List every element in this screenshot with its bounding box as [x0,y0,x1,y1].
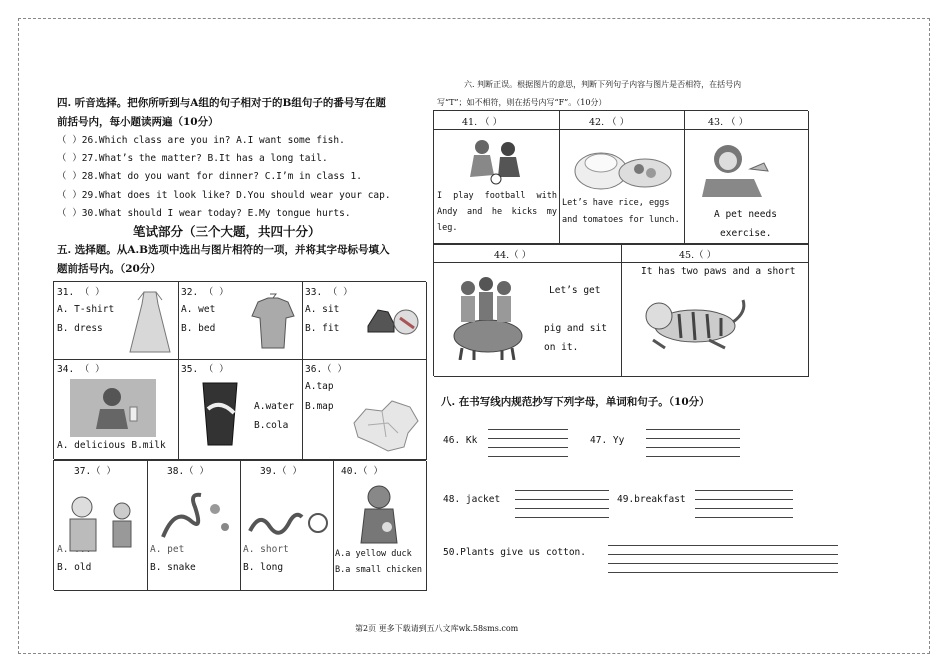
q31-option-b: B. dress [57,323,103,334]
q36-option-b: B.map [305,401,334,412]
q35-option-a: A.water [254,401,295,412]
q39-option-a: A. short [243,544,289,555]
q34-number: 34. （ ） [57,364,105,375]
q32-cell [178,282,303,360]
section5-title-line1: 五. 选择题。从A.B选项中选出与图片相符的一项，并将其字母标号填入 [57,244,390,256]
long-snake-picture [246,505,330,541]
q35-cell [178,359,303,460]
q44-sentence-line1: Let’s get [549,285,601,296]
girl-drinking-picture [70,379,156,437]
q31-option-a: A. T-shirt [57,304,115,315]
section6-title-line1: 六. 判断正误。根据图片的意思，判断下列句子内容与图片是否相符，在括号内 [464,80,742,89]
q45-number: 45.（ ） [679,250,717,261]
section5-title-line2: 题前括号内。（20分） [57,263,161,275]
write-48-label: 48. jacket [443,494,501,505]
q43-sentence-line2: exercise. [720,228,772,239]
write-47-label: 47. Yy [590,435,625,446]
shoes-picture [364,298,422,342]
q44-sentence-line3: on it. [544,342,579,353]
q37-number: 37.（ ） [74,466,116,477]
q44-sentence-line2: pig and sit [544,323,607,334]
q35-option-b: B.cola [254,420,289,431]
q36-number: 36.（ ） [305,364,347,375]
q42-number: 42. （ ） [589,117,630,128]
wet-shirt-picture [248,292,298,352]
write-49-label: 49.breakfast [617,494,686,505]
tiger-picture [639,292,749,352]
girl-with-chick-picture [357,483,401,545]
china-map-picture [348,397,422,455]
q44-number: 44.（ ） [494,250,532,261]
kids-on-pig-picture [446,274,536,360]
girl-with-bird-picture [698,137,772,201]
section5-table-bottom [53,460,426,590]
q33-number: 33. （ ） [305,287,353,298]
q34-cell [54,359,179,460]
q32-number: 32. （ ） [181,287,229,298]
dress-picture [126,288,174,356]
section4-title-line1: 四. 听音选择。把你所听到与A组的句子相对于的B组句子的番号写在题 [57,97,386,109]
q31-number: 31. （ ） [57,287,105,298]
q40-option-b: B.a small chicken [335,565,422,575]
q44-cell [434,244,622,377]
q37-option-a: A. ... [57,544,92,555]
section4-item-30: （ ）30.What should I wear today? E.My tongue hurts. [57,208,351,219]
q40-number: 40.（ ） [341,466,383,477]
q41-sentence: I play football with Andy and he kicks my leg. [437,191,557,233]
q37-option-b: B. old [57,562,92,573]
write-50-label: 50.Plants give us cotton. [443,547,586,558]
q38-option-b: B. snake [150,562,196,573]
q37-cell [54,461,148,591]
lunch-plates-picture [573,135,673,193]
write-46-label: 46. Kk [443,435,478,446]
q33-cell [302,282,427,360]
q45-sentence: It has two paws and a short [641,266,796,277]
section8-title: 八. 在书写线内规范抄写下列字母，单词和句子。（10分） [441,396,710,408]
q39-number: 39.（ ） [260,466,302,477]
q32-option-a: A. wet [181,304,216,315]
section4-item-27: （ ）27.What’s the matter? B.It has a long tail. [57,153,328,164]
q38-option-a: A. pet [150,544,185,555]
q39-cell [240,461,334,591]
section6-title-line2: 写“T”；如不相符，则在括号内写“F”。（10分） [437,98,607,107]
boys-football-picture [460,139,534,185]
cola-cup-picture [200,379,240,449]
q36-cell [302,359,427,460]
section4-item-28: （ ）28.What do you want for dinner? C.I’m in class 1. [57,171,362,182]
section4-item-29: （ ）29.What does it look like? D.You should wear your cap. [57,190,391,201]
q43-sentence-line1: A pet needs [714,209,777,220]
q32-option-b: B. bed [181,323,216,334]
q35-number: 35. （ ） [181,364,229,375]
section5-table-top [53,281,426,459]
q42-sentence: Let’s have rice, eggs and tomatoes for lunch. [562,198,680,225]
q42-cell [559,111,685,245]
written-part-title: 笔试部分（三个大题，共四十分） [133,224,321,239]
q43-number: 43. （ ） [708,117,749,128]
q39-option-b: B. long [243,562,284,573]
section6-table-top [433,110,808,244]
q36-option-a: A.tap [305,381,334,392]
q43-cell [684,111,809,245]
q31-cell [54,282,179,360]
q41-cell [434,111,560,245]
q40-option-a: A.a yellow duck [335,549,412,559]
q33-option-a: A. sit [305,304,340,315]
section6-table-bottom [433,243,808,376]
page-footer: 第2页 更多下载请到五八文库wk.58sms.com [355,624,519,633]
q34-options: A. delicious B.milk [57,440,166,451]
snake-picture [155,487,235,543]
q45-cell [621,244,809,377]
q41-number: 41. （ ） [462,117,503,128]
q38-cell [147,461,241,591]
section4-title-line2: 前括号内，每小题读两遍（10分） [57,116,219,128]
q40-cell [333,461,427,591]
q33-option-b: B. fit [305,323,340,334]
section4-item-26: （ ）26.Which class are you in? A.I want some fish. [57,135,345,146]
q38-number: 38.（ ） [167,466,209,477]
